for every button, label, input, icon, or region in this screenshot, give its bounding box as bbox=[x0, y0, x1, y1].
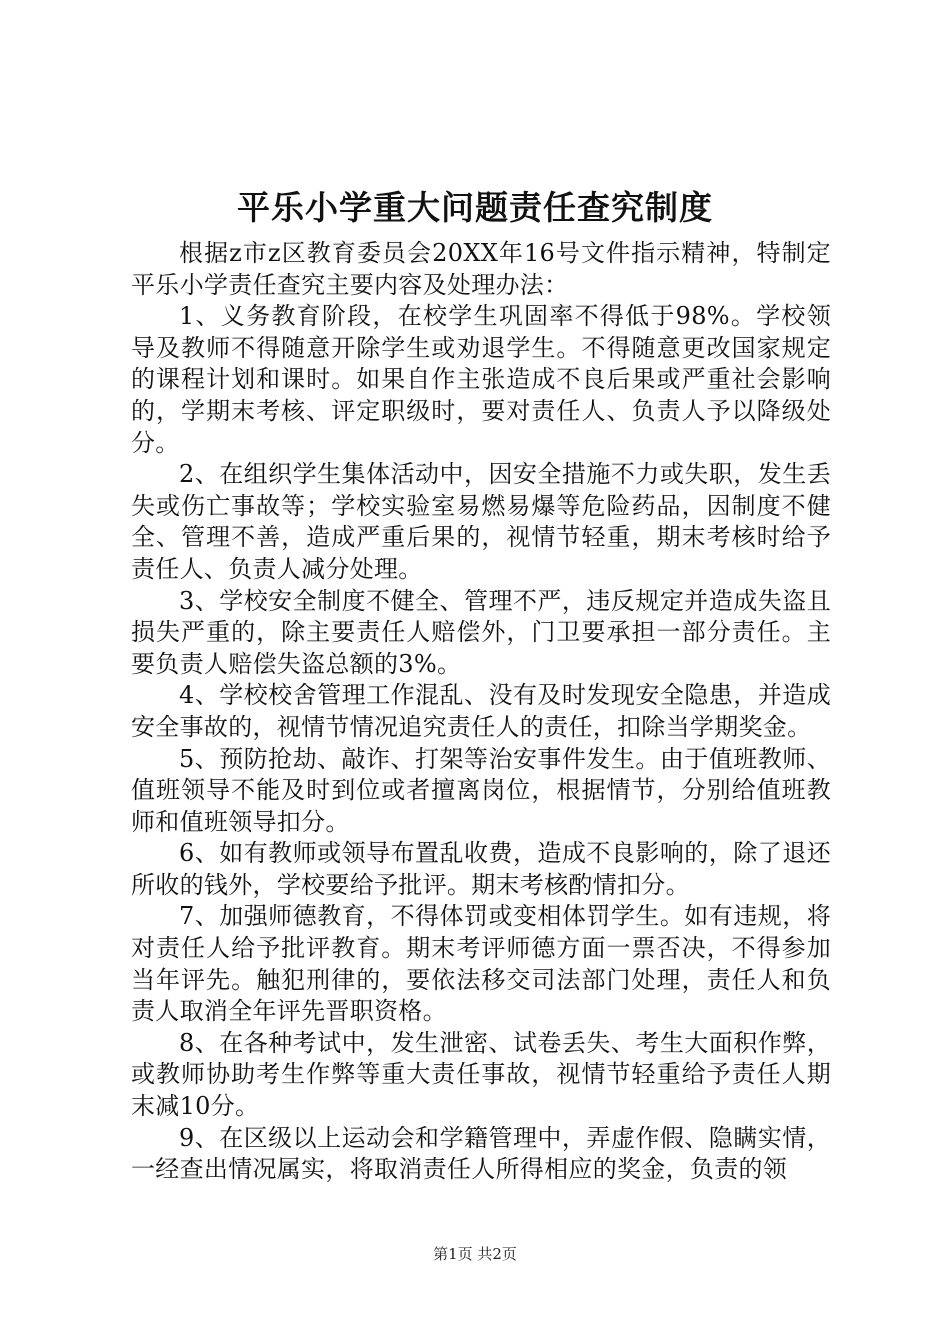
clause-2-paragraph: 2、在组织学生集体活动中，因安全措施不力或失职，发生丢失或伤亡事故等；学校实验室易燃易爆等危险药品，因制度不健全、管理不善，造成严重后果的，视情节轻重，期末考核时给予责任人、负责人减分处理。 bbox=[131, 460, 831, 583]
clause-3-paragraph: 3、学校安全制度不健全、管理不严，违反规定并造成失盗且损失严重的，除主要责任人赔偿外，门卫要承担一部分责任。主要负责人赔偿失盗总额的3%。 bbox=[131, 586, 831, 678]
clause-5-paragraph: 5、预防抢劫、敲诈、打架等治安事件发生。由于值班教师、值班领导不能及时到位或者擅离岗位，根据情节，分别给值班教师和值班领导扣分。 bbox=[131, 744, 831, 836]
document-body bbox=[131, 238, 831, 1186]
clause-4-paragraph: 4、学校校舍管理工作混乱、没有及时发现安全隐患，并造成安全事故的，视情节情况追究责任人的责任，扣除当学期奖金。 bbox=[131, 681, 831, 741]
page-number: 第1页 共2页 bbox=[433, 1245, 517, 1263]
clause-7-paragraph: 7、加强师德教育，不得体罚或变相体罚学生。如有违规，将对责任人给予批评教育。期末考评师德方面一票否决，不得参加当年评先。触犯刑律的，要依法移交司法部门处理，责任人和负责人取消全年评先晋职资格。 bbox=[131, 902, 831, 1026]
document-title: 平乐小学重大问题责任查究制度 bbox=[237, 188, 713, 227]
clause-1-paragraph: 1、义务教育阶段，在校学生巩固率不得低于98%。学校领导及教师不得随意开除学生或劝退学生。不得随意更改国家规定的课程计划和课时。如果自作主张造成不良后果或严重社会影响的，学期末考核、评定职级时，要对责任人、负责人予以降级处分。 bbox=[131, 302, 831, 457]
clause-8-paragraph: 8、在各种考试中，发生泄密、试卷丢失、考生大面积作弊，或教师协助考生作弊等重大责任事故，视情节轻重给予责任人期末减10分。 bbox=[131, 1028, 831, 1121]
clause-9-paragraph: 9、在区级以上运动会和学籍管理中，弄虚作假、隐瞒实情，一经查出情况属实，将取消责任人所得相应的奖金，负责的领 bbox=[131, 1123, 831, 1184]
clause-6-paragraph: 6、如有教师或领导布置乱收费，造成不良影响的，除了退还所收的钱外，学校要给予批评。期末考核酌情扣分。 bbox=[131, 839, 831, 899]
intro-paragraph: 根据z市z区教育委员会20XX年16号文件指示精神，特制定平乐小学责任查究主要内容及处理办法： bbox=[131, 239, 831, 299]
